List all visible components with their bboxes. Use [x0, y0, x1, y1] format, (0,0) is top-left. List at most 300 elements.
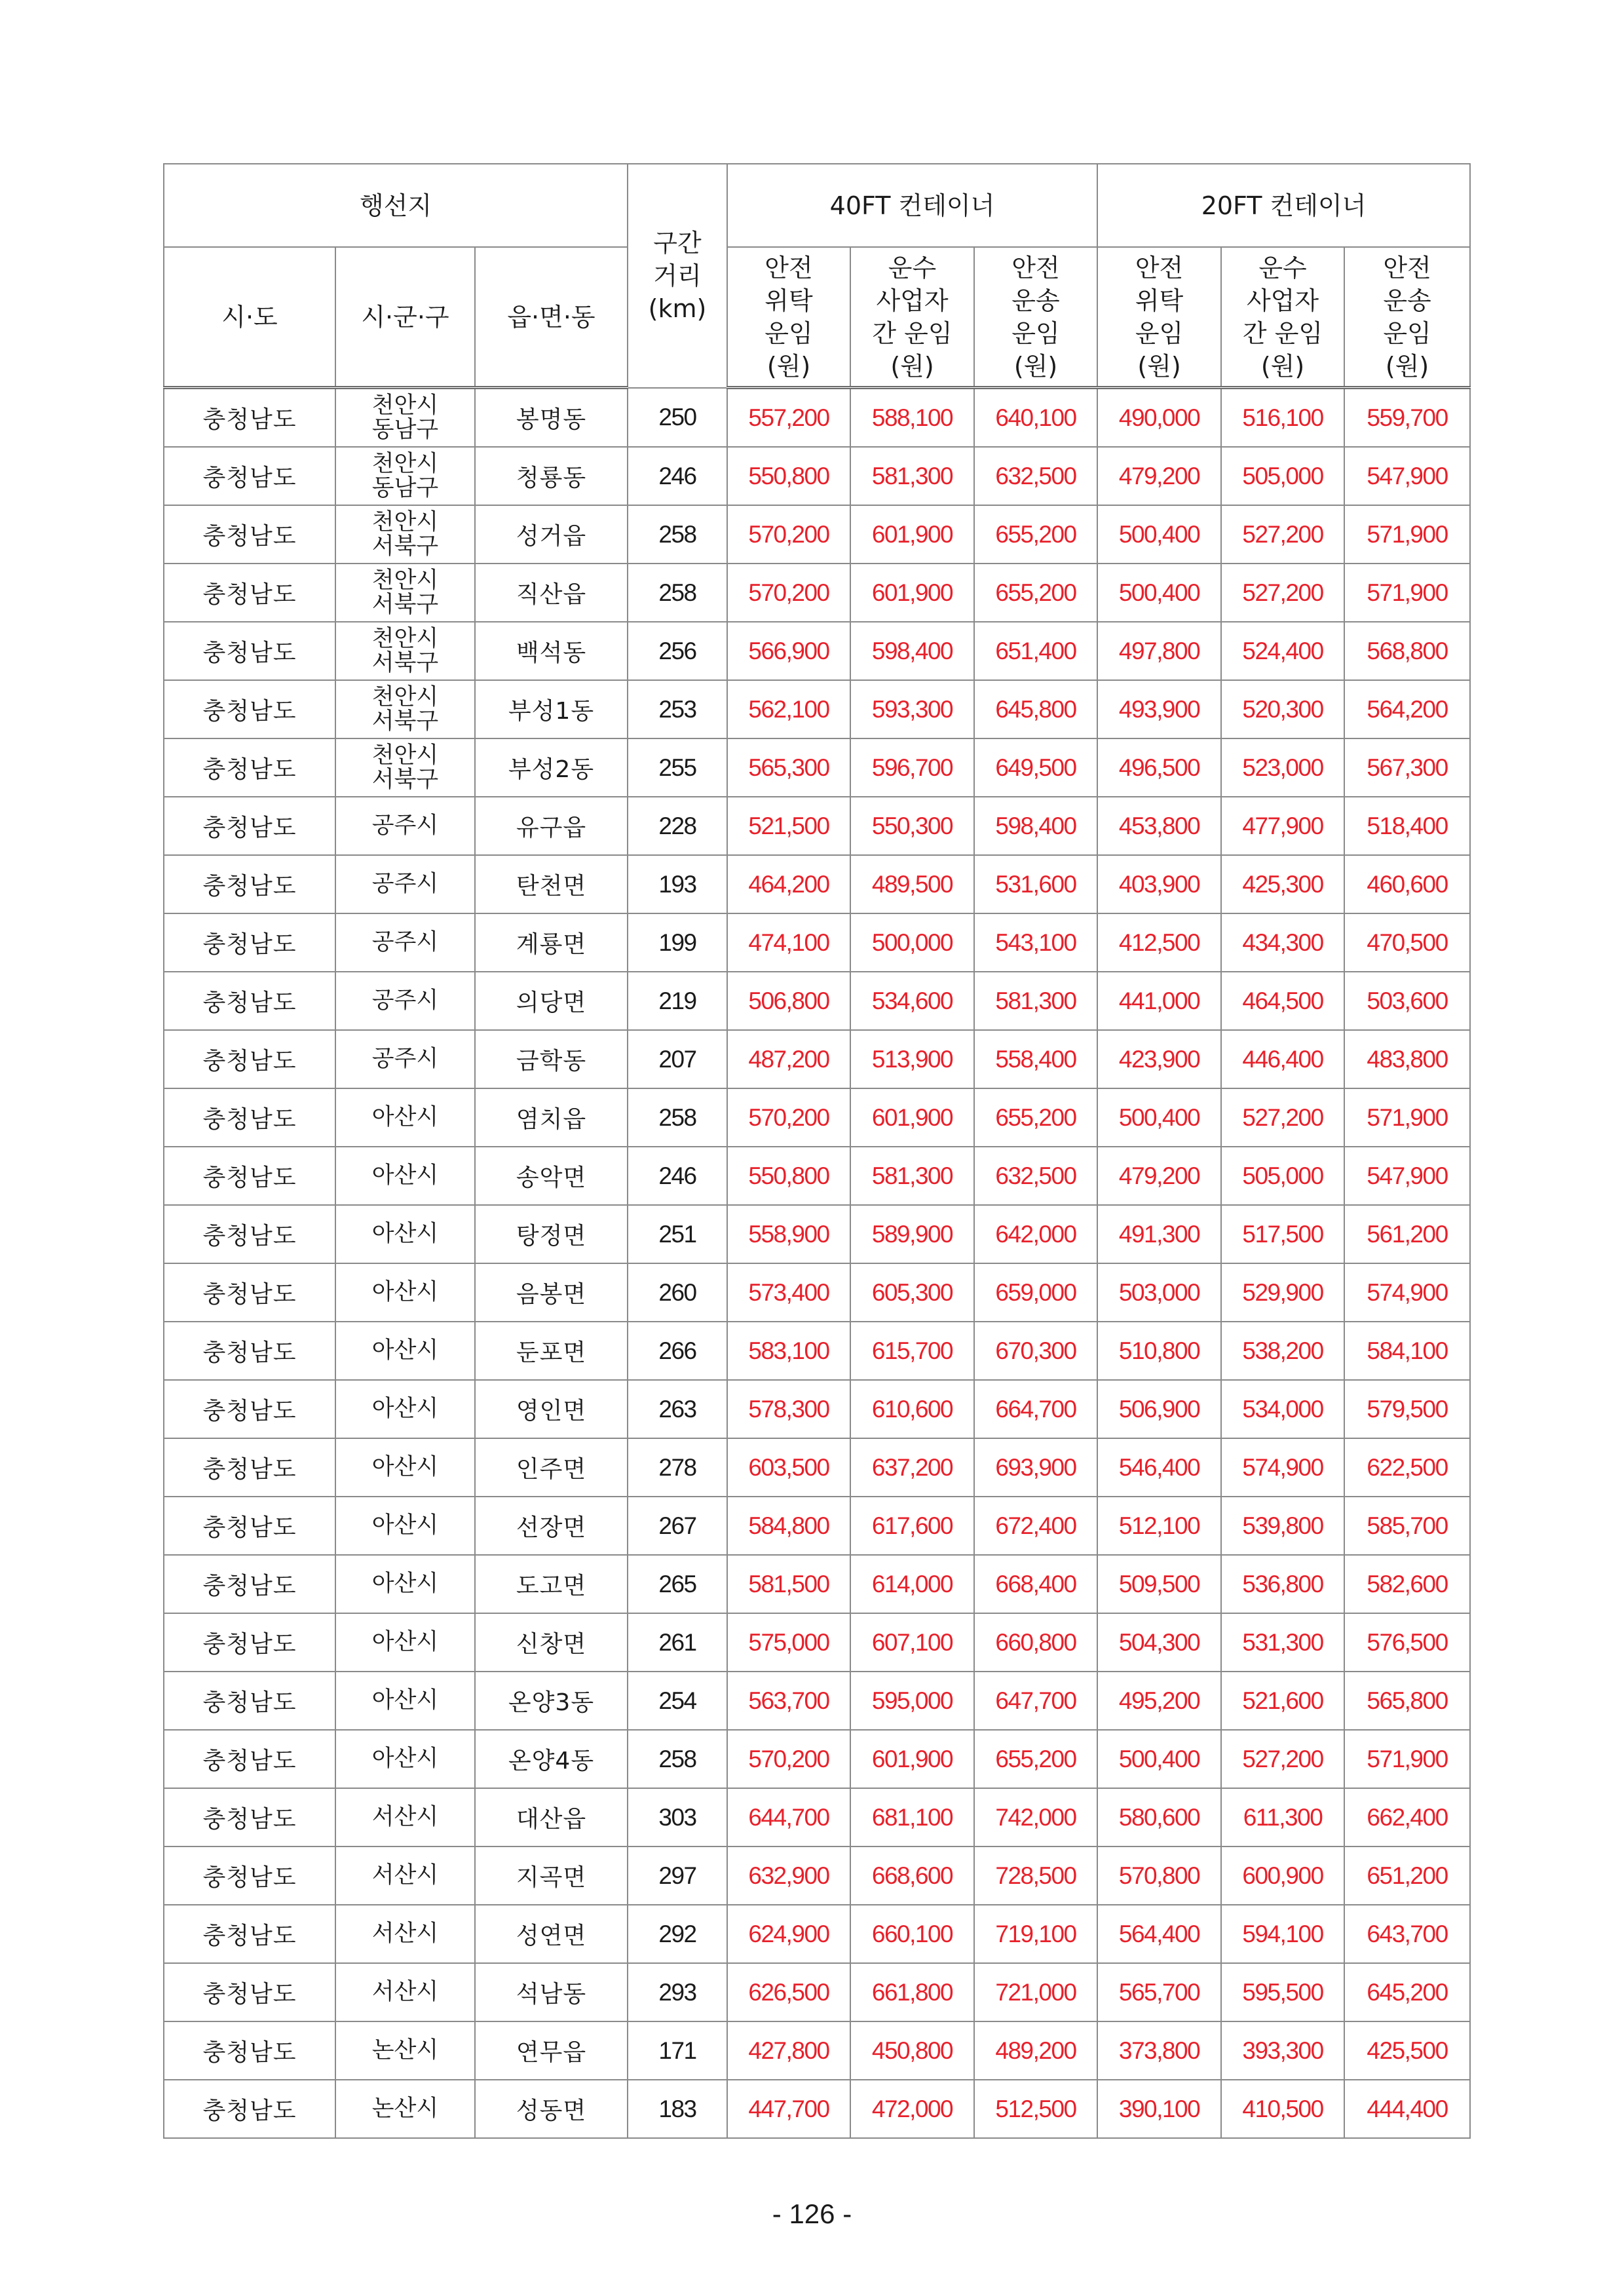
- cell-distance: 258: [628, 505, 727, 564]
- freight-rate-table: [163, 163, 1471, 2139]
- cell-40ft-safe-consignment: 464,200: [727, 855, 850, 913]
- cell-sigungu: 아산시: [335, 1147, 475, 1205]
- cell-40ft-safe-consignment: 632,900: [727, 1846, 850, 1905]
- cell-40ft-safe-consignment: 427,800: [727, 2021, 850, 2080]
- cell-40ft-carrier-rate: 601,900: [850, 1730, 974, 1788]
- cell-eupmyeondong: 영인면: [475, 1380, 628, 1438]
- cell-40ft-carrier-rate: 534,600: [850, 972, 974, 1030]
- cell-sido: 충청남도: [164, 913, 335, 972]
- cell-sigungu: 서산시: [335, 1788, 475, 1846]
- cell-sigungu: 공주시: [335, 1030, 475, 1088]
- cell-20ft-safe-transport: 582,600: [1344, 1555, 1470, 1613]
- cell-sido: 충청남도: [164, 1730, 335, 1788]
- cell-sigungu: 아산시: [335, 1322, 475, 1380]
- cell-distance: 303: [628, 1788, 727, 1846]
- cell-20ft-safe-transport: 576,500: [1344, 1613, 1470, 1672]
- table-row: [164, 972, 1470, 1030]
- cell-40ft-safe-consignment: 624,900: [727, 1905, 850, 1963]
- cell-distance: 258: [628, 564, 727, 622]
- cell-40ft-carrier-rate: 605,300: [850, 1263, 974, 1322]
- cell-40ft-safe-transport: 640,100: [974, 388, 1097, 448]
- cell-20ft-safe-transport: 571,900: [1344, 505, 1470, 564]
- cell-20ft-safe-consignment: 493,900: [1097, 680, 1221, 738]
- cell-eupmyeondong: 송악면: [475, 1147, 628, 1205]
- cell-40ft-carrier-rate: 661,800: [850, 1963, 974, 2021]
- cell-distance: 256: [628, 622, 727, 680]
- cell-sido: 충청남도: [164, 447, 335, 505]
- cell-sigungu: 아산시: [335, 1088, 475, 1147]
- cell-20ft-safe-transport: 585,700: [1344, 1497, 1470, 1555]
- table-row: [164, 1963, 1470, 2021]
- cell-distance: 207: [628, 1030, 727, 1088]
- cell-sido: 충청남도: [164, 1846, 335, 1905]
- cell-40ft-safe-transport: 655,200: [974, 564, 1097, 622]
- cell-40ft-carrier-rate: 589,900: [850, 1205, 974, 1263]
- cell-20ft-safe-consignment: 491,300: [1097, 1205, 1221, 1263]
- cell-distance: 199: [628, 913, 727, 972]
- cell-sigungu: 공주시: [335, 855, 475, 913]
- table-row: [164, 1497, 1470, 1555]
- table-row: [164, 1088, 1470, 1147]
- cell-40ft-carrier-rate: 596,700: [850, 738, 974, 797]
- cell-20ft-safe-transport: 564,200: [1344, 680, 1470, 738]
- cell-eupmyeondong: 인주면: [475, 1438, 628, 1497]
- cell-40ft-carrier-rate: 601,900: [850, 564, 974, 622]
- cell-20ft-safe-consignment: 500,400: [1097, 1730, 1221, 1788]
- cell-20ft-safe-consignment: 564,400: [1097, 1905, 1221, 1963]
- cell-40ft-safe-consignment: 578,300: [727, 1380, 850, 1438]
- header-20ft-carrier-rate: 운수 사업자 간 운임 (원): [1221, 247, 1344, 388]
- cell-sigungu: 아산시: [335, 1672, 475, 1730]
- cell-distance: 246: [628, 1147, 727, 1205]
- cell-40ft-safe-transport: 655,200: [974, 505, 1097, 564]
- cell-distance: 219: [628, 972, 727, 1030]
- cell-20ft-safe-consignment: 510,800: [1097, 1322, 1221, 1380]
- cell-20ft-safe-transport: 579,500: [1344, 1380, 1470, 1438]
- cell-sigungu: 아산시: [335, 1613, 475, 1672]
- cell-20ft-safe-transport: 565,800: [1344, 1672, 1470, 1730]
- cell-20ft-carrier-rate: 521,600: [1221, 1672, 1344, 1730]
- cell-40ft-carrier-rate: 450,800: [850, 2021, 974, 2080]
- cell-sigungu: 천안시 서북구: [335, 738, 475, 797]
- cell-20ft-safe-consignment: 500,400: [1097, 564, 1221, 622]
- cell-eupmyeondong: 대산읍: [475, 1788, 628, 1846]
- table-row: [164, 1555, 1470, 1613]
- cell-sido: 충청남도: [164, 1555, 335, 1613]
- cell-distance: 261: [628, 1613, 727, 1672]
- table-row: [164, 738, 1470, 797]
- cell-sido: 충청남도: [164, 855, 335, 913]
- table-row: [164, 388, 1470, 448]
- cell-sido: 충청남도: [164, 972, 335, 1030]
- cell-sido: 충청남도: [164, 2021, 335, 2080]
- cell-distance: 183: [628, 2080, 727, 2138]
- cell-sido: 충청남도: [164, 622, 335, 680]
- cell-40ft-carrier-rate: 550,300: [850, 797, 974, 855]
- table-row: [164, 913, 1470, 972]
- cell-sigungu: 천안시 동남구: [335, 388, 475, 448]
- cell-eupmyeondong: 봉명동: [475, 388, 628, 448]
- cell-20ft-carrier-rate: 538,200: [1221, 1322, 1344, 1380]
- cell-40ft-carrier-rate: 581,300: [850, 1147, 974, 1205]
- cell-40ft-safe-transport: 651,400: [974, 622, 1097, 680]
- cell-20ft-carrier-rate: 446,400: [1221, 1030, 1344, 1088]
- cell-sigungu: 천안시 서북구: [335, 505, 475, 564]
- cell-eupmyeondong: 탕정면: [475, 1205, 628, 1263]
- cell-eupmyeondong: 도고면: [475, 1555, 628, 1613]
- cell-sigungu: 천안시 동남구: [335, 447, 475, 505]
- cell-40ft-safe-transport: 531,600: [974, 855, 1097, 913]
- cell-20ft-carrier-rate: 539,800: [1221, 1497, 1344, 1555]
- cell-sido: 충청남도: [164, 1380, 335, 1438]
- cell-eupmyeondong: 부성2동: [475, 738, 628, 797]
- cell-40ft-safe-transport: 655,200: [974, 1088, 1097, 1147]
- cell-20ft-safe-transport: 584,100: [1344, 1322, 1470, 1380]
- table-row: [164, 1730, 1470, 1788]
- cell-distance: 171: [628, 2021, 727, 2080]
- cell-20ft-safe-consignment: 479,200: [1097, 1147, 1221, 1205]
- cell-20ft-safe-transport: 547,900: [1344, 1147, 1470, 1205]
- cell-20ft-safe-consignment: 403,900: [1097, 855, 1221, 913]
- cell-eupmyeondong: 성거읍: [475, 505, 628, 564]
- cell-40ft-safe-transport: 693,900: [974, 1438, 1097, 1497]
- cell-20ft-safe-consignment: 546,400: [1097, 1438, 1221, 1497]
- cell-40ft-safe-transport: 512,500: [974, 2080, 1097, 2138]
- cell-sido: 충청남도: [164, 388, 335, 448]
- table-row: [164, 2021, 1470, 2080]
- cell-20ft-carrier-rate: 600,900: [1221, 1846, 1344, 1905]
- cell-sido: 충청남도: [164, 1613, 335, 1672]
- cell-20ft-safe-consignment: 500,400: [1097, 505, 1221, 564]
- cell-20ft-carrier-rate: 527,200: [1221, 1088, 1344, 1147]
- header-40ft-container: 40FT 컨테이너: [727, 164, 1097, 247]
- cell-40ft-safe-consignment: 583,100: [727, 1322, 850, 1380]
- cell-20ft-safe-transport: 622,500: [1344, 1438, 1470, 1497]
- cell-40ft-safe-consignment: 584,800: [727, 1497, 850, 1555]
- table-row: [164, 1380, 1470, 1438]
- cell-20ft-carrier-rate: 464,500: [1221, 972, 1344, 1030]
- cell-40ft-carrier-rate: 601,900: [850, 505, 974, 564]
- cell-40ft-carrier-rate: 668,600: [850, 1846, 974, 1905]
- cell-sido: 충청남도: [164, 1322, 335, 1380]
- cell-40ft-safe-transport: 742,000: [974, 1788, 1097, 1846]
- cell-eupmyeondong: 유구읍: [475, 797, 628, 855]
- cell-40ft-safe-transport: 670,300: [974, 1322, 1097, 1380]
- cell-20ft-safe-consignment: 453,800: [1097, 797, 1221, 855]
- cell-40ft-safe-transport: 659,000: [974, 1263, 1097, 1322]
- table-row: [164, 622, 1470, 680]
- cell-20ft-safe-transport: 651,200: [1344, 1846, 1470, 1905]
- cell-40ft-carrier-rate: 581,300: [850, 447, 974, 505]
- cell-sido: 충청남도: [164, 797, 335, 855]
- cell-20ft-carrier-rate: 505,000: [1221, 447, 1344, 505]
- cell-20ft-carrier-rate: 527,200: [1221, 1730, 1344, 1788]
- cell-40ft-safe-consignment: 558,900: [727, 1205, 850, 1263]
- cell-sido: 충청남도: [164, 1438, 335, 1497]
- cell-20ft-safe-consignment: 490,000: [1097, 388, 1221, 448]
- cell-20ft-carrier-rate: 410,500: [1221, 2080, 1344, 2138]
- table-row: [164, 855, 1470, 913]
- cell-40ft-carrier-rate: 472,000: [850, 2080, 974, 2138]
- header-20ft-safe-consignment: 안전 위탁 운임 (원): [1097, 247, 1221, 388]
- cell-40ft-safe-consignment: 566,900: [727, 622, 850, 680]
- cell-20ft-safe-transport: 643,700: [1344, 1905, 1470, 1963]
- cell-20ft-carrier-rate: 574,900: [1221, 1438, 1344, 1497]
- cell-40ft-safe-transport: 632,500: [974, 1147, 1097, 1205]
- cell-40ft-safe-consignment: 626,500: [727, 1963, 850, 2021]
- cell-20ft-carrier-rate: 517,500: [1221, 1205, 1344, 1263]
- cell-40ft-carrier-rate: 637,200: [850, 1438, 974, 1497]
- cell-eupmyeondong: 성동면: [475, 2080, 628, 2138]
- cell-distance: 260: [628, 1263, 727, 1322]
- cell-distance: 253: [628, 680, 727, 738]
- table-row: [164, 1030, 1470, 1088]
- cell-20ft-safe-consignment: 479,200: [1097, 447, 1221, 505]
- cell-20ft-safe-consignment: 412,500: [1097, 913, 1221, 972]
- cell-eupmyeondong: 부성1동: [475, 680, 628, 738]
- cell-20ft-safe-transport: 567,300: [1344, 738, 1470, 797]
- cell-sigungu: 천안시 서북구: [335, 680, 475, 738]
- cell-40ft-safe-transport: 645,800: [974, 680, 1097, 738]
- cell-20ft-safe-transport: 503,600: [1344, 972, 1470, 1030]
- cell-sigungu: 아산시: [335, 1438, 475, 1497]
- cell-distance: 267: [628, 1497, 727, 1555]
- cell-20ft-carrier-rate: 529,900: [1221, 1263, 1344, 1322]
- cell-20ft-carrier-rate: 527,200: [1221, 505, 1344, 564]
- cell-20ft-safe-consignment: 500,400: [1097, 1088, 1221, 1147]
- cell-20ft-safe-transport: 470,500: [1344, 913, 1470, 972]
- cell-40ft-safe-transport: 719,100: [974, 1905, 1097, 1963]
- cell-sido: 충청남도: [164, 680, 335, 738]
- cell-sigungu: 천안시 서북구: [335, 622, 475, 680]
- cell-40ft-carrier-rate: 500,000: [850, 913, 974, 972]
- cell-40ft-safe-consignment: 563,700: [727, 1672, 850, 1730]
- cell-40ft-safe-transport: 543,100: [974, 913, 1097, 972]
- cell-40ft-safe-consignment: 570,200: [727, 564, 850, 622]
- cell-sido: 충청남도: [164, 1205, 335, 1263]
- cell-40ft-carrier-rate: 489,500: [850, 855, 974, 913]
- header-20ft-container: 20FT 컨테이너: [1097, 164, 1470, 247]
- cell-40ft-safe-transport: 642,000: [974, 1205, 1097, 1263]
- cell-eupmyeondong: 음봉면: [475, 1263, 628, 1322]
- cell-40ft-safe-consignment: 474,100: [727, 913, 850, 972]
- cell-40ft-carrier-rate: 615,700: [850, 1322, 974, 1380]
- cell-40ft-safe-transport: 581,300: [974, 972, 1097, 1030]
- cell-20ft-safe-transport: 460,600: [1344, 855, 1470, 913]
- cell-40ft-safe-consignment: 557,200: [727, 388, 850, 448]
- header-eupmyeondong: 읍·면·동: [475, 247, 628, 388]
- cell-20ft-safe-transport: 444,400: [1344, 2080, 1470, 2138]
- cell-20ft-safe-consignment: 373,800: [1097, 2021, 1221, 2080]
- cell-sido: 충청남도: [164, 2080, 335, 2138]
- cell-20ft-safe-transport: 571,900: [1344, 1730, 1470, 1788]
- cell-20ft-carrier-rate: 595,500: [1221, 1963, 1344, 2021]
- header-sigungu: 시·군·구: [335, 247, 475, 388]
- cell-eupmyeondong: 지곡면: [475, 1846, 628, 1905]
- cell-40ft-safe-consignment: 570,200: [727, 505, 850, 564]
- cell-sigungu: 공주시: [335, 972, 475, 1030]
- cell-40ft-carrier-rate: 601,900: [850, 1088, 974, 1147]
- cell-40ft-safe-consignment: 550,800: [727, 1147, 850, 1205]
- cell-40ft-safe-consignment: 570,200: [727, 1088, 850, 1147]
- cell-40ft-safe-consignment: 521,500: [727, 797, 850, 855]
- table-row: [164, 1263, 1470, 1322]
- cell-40ft-safe-transport: 647,700: [974, 1672, 1097, 1730]
- cell-20ft-carrier-rate: 425,300: [1221, 855, 1344, 913]
- cell-40ft-carrier-rate: 610,600: [850, 1380, 974, 1438]
- cell-20ft-safe-consignment: 506,900: [1097, 1380, 1221, 1438]
- table-row: [164, 2080, 1470, 2138]
- header-20ft-safe-transport: 안전 운송 운임 (원): [1344, 247, 1470, 388]
- cell-distance: 258: [628, 1730, 727, 1788]
- cell-distance: 246: [628, 447, 727, 505]
- cell-40ft-safe-consignment: 575,000: [727, 1613, 850, 1672]
- table-row: [164, 1788, 1470, 1846]
- cell-sigungu: 아산시: [335, 1205, 475, 1263]
- cell-distance: 193: [628, 855, 727, 913]
- table-row: [164, 1672, 1470, 1730]
- cell-eupmyeondong: 온양4동: [475, 1730, 628, 1788]
- cell-20ft-safe-transport: 483,800: [1344, 1030, 1470, 1088]
- cell-eupmyeondong: 직산읍: [475, 564, 628, 622]
- cell-eupmyeondong: 신창면: [475, 1613, 628, 1672]
- cell-distance: 265: [628, 1555, 727, 1613]
- cell-sigungu: 아산시: [335, 1730, 475, 1788]
- cell-20ft-safe-transport: 559,700: [1344, 388, 1470, 448]
- header-40ft-carrier-rate: 운수 사업자 간 운임 (원): [850, 247, 974, 388]
- table-row: [164, 1846, 1470, 1905]
- cell-eupmyeondong: 청룡동: [475, 447, 628, 505]
- cell-20ft-carrier-rate: 434,300: [1221, 913, 1344, 972]
- cell-40ft-safe-consignment: 565,300: [727, 738, 850, 797]
- cell-20ft-safe-transport: 571,900: [1344, 564, 1470, 622]
- cell-20ft-carrier-rate: 527,200: [1221, 564, 1344, 622]
- header-40ft-safe-transport: 안전 운송 운임 (원): [974, 247, 1097, 388]
- cell-20ft-carrier-rate: 531,300: [1221, 1613, 1344, 1672]
- cell-40ft-carrier-rate: 607,100: [850, 1613, 974, 1672]
- cell-distance: 254: [628, 1672, 727, 1730]
- cell-40ft-safe-consignment: 550,800: [727, 447, 850, 505]
- cell-sido: 충청남도: [164, 738, 335, 797]
- cell-sigungu: 서산시: [335, 1905, 475, 1963]
- cell-eupmyeondong: 선장면: [475, 1497, 628, 1555]
- header-destination: 행선지: [164, 164, 628, 247]
- cell-distance: 251: [628, 1205, 727, 1263]
- cell-40ft-carrier-rate: 595,000: [850, 1672, 974, 1730]
- cell-40ft-safe-consignment: 487,200: [727, 1030, 850, 1088]
- cell-20ft-carrier-rate: 516,100: [1221, 388, 1344, 448]
- cell-eupmyeondong: 석남동: [475, 1963, 628, 2021]
- cell-sigungu: 천안시 서북구: [335, 564, 475, 622]
- cell-20ft-safe-transport: 571,900: [1344, 1088, 1470, 1147]
- cell-40ft-safe-transport: 660,800: [974, 1613, 1097, 1672]
- cell-20ft-safe-consignment: 503,000: [1097, 1263, 1221, 1322]
- page-number: - 126 -: [772, 2198, 852, 2229]
- cell-sigungu: 논산시: [335, 2080, 475, 2138]
- cell-40ft-carrier-rate: 614,000: [850, 1555, 974, 1613]
- cell-40ft-safe-transport: 489,200: [974, 2021, 1097, 2080]
- cell-sigungu: 공주시: [335, 797, 475, 855]
- cell-20ft-safe-consignment: 504,300: [1097, 1613, 1221, 1672]
- cell-40ft-safe-transport: 664,700: [974, 1380, 1097, 1438]
- cell-20ft-safe-transport: 645,200: [1344, 1963, 1470, 2021]
- cell-eupmyeondong: 온양3동: [475, 1672, 628, 1730]
- cell-distance: 292: [628, 1905, 727, 1963]
- cell-sido: 충청남도: [164, 1147, 335, 1205]
- cell-40ft-carrier-rate: 681,100: [850, 1788, 974, 1846]
- table-row: [164, 1438, 1470, 1497]
- cell-sido: 충청남도: [164, 1263, 335, 1322]
- table-row: [164, 797, 1470, 855]
- cell-distance: 278: [628, 1438, 727, 1497]
- cell-40ft-carrier-rate: 598,400: [850, 622, 974, 680]
- cell-eupmyeondong: 의당면: [475, 972, 628, 1030]
- cell-sido: 충청남도: [164, 1088, 335, 1147]
- table-body: [164, 388, 1470, 2139]
- cell-sigungu: 아산시: [335, 1263, 475, 1322]
- cell-20ft-carrier-rate: 534,000: [1221, 1380, 1344, 1438]
- cell-sido: 충청남도: [164, 505, 335, 564]
- table-row: [164, 1613, 1470, 1672]
- cell-20ft-safe-consignment: 495,200: [1097, 1672, 1221, 1730]
- table-row: [164, 1205, 1470, 1263]
- cell-eupmyeondong: 금학동: [475, 1030, 628, 1088]
- cell-eupmyeondong: 계룡면: [475, 913, 628, 972]
- table-row: [164, 1905, 1470, 1963]
- cell-20ft-safe-transport: 547,900: [1344, 447, 1470, 505]
- cell-sigungu: 서산시: [335, 1963, 475, 2021]
- cell-40ft-safe-consignment: 603,500: [727, 1438, 850, 1497]
- cell-20ft-safe-consignment: 497,800: [1097, 622, 1221, 680]
- cell-20ft-carrier-rate: 523,000: [1221, 738, 1344, 797]
- cell-sido: 충청남도: [164, 1672, 335, 1730]
- cell-distance: 297: [628, 1846, 727, 1905]
- cell-sigungu: 아산시: [335, 1497, 475, 1555]
- cell-sigungu: 공주시: [335, 913, 475, 972]
- cell-20ft-safe-transport: 568,800: [1344, 622, 1470, 680]
- cell-20ft-safe-consignment: 509,500: [1097, 1555, 1221, 1613]
- cell-40ft-safe-transport: 558,400: [974, 1030, 1097, 1088]
- cell-40ft-safe-transport: 655,200: [974, 1730, 1097, 1788]
- cell-40ft-carrier-rate: 588,100: [850, 388, 974, 448]
- cell-sido: 충청남도: [164, 1788, 335, 1846]
- cell-40ft-safe-consignment: 570,200: [727, 1730, 850, 1788]
- cell-20ft-safe-consignment: 512,100: [1097, 1497, 1221, 1555]
- cell-sido: 충청남도: [164, 564, 335, 622]
- cell-40ft-safe-transport: 649,500: [974, 738, 1097, 797]
- cell-40ft-safe-transport: 672,400: [974, 1497, 1097, 1555]
- cell-20ft-safe-consignment: 496,500: [1097, 738, 1221, 797]
- cell-40ft-safe-transport: 632,500: [974, 447, 1097, 505]
- cell-eupmyeondong: 탄천면: [475, 855, 628, 913]
- cell-40ft-safe-consignment: 562,100: [727, 680, 850, 738]
- header-distance: 구간 거리 (km): [628, 164, 727, 388]
- cell-20ft-carrier-rate: 594,100: [1221, 1905, 1344, 1963]
- table-row: [164, 564, 1470, 622]
- cell-20ft-safe-consignment: 565,700: [1097, 1963, 1221, 2021]
- cell-distance: 263: [628, 1380, 727, 1438]
- cell-eupmyeondong: 둔포면: [475, 1322, 628, 1380]
- cell-40ft-safe-consignment: 447,700: [727, 2080, 850, 2138]
- cell-20ft-safe-transport: 574,900: [1344, 1263, 1470, 1322]
- cell-eupmyeondong: 염치읍: [475, 1088, 628, 1147]
- cell-40ft-carrier-rate: 513,900: [850, 1030, 974, 1088]
- cell-20ft-safe-consignment: 441,000: [1097, 972, 1221, 1030]
- cell-distance: 258: [628, 1088, 727, 1147]
- cell-20ft-safe-consignment: 390,100: [1097, 2080, 1221, 2138]
- cell-40ft-safe-transport: 668,400: [974, 1555, 1097, 1613]
- cell-distance: 266: [628, 1322, 727, 1380]
